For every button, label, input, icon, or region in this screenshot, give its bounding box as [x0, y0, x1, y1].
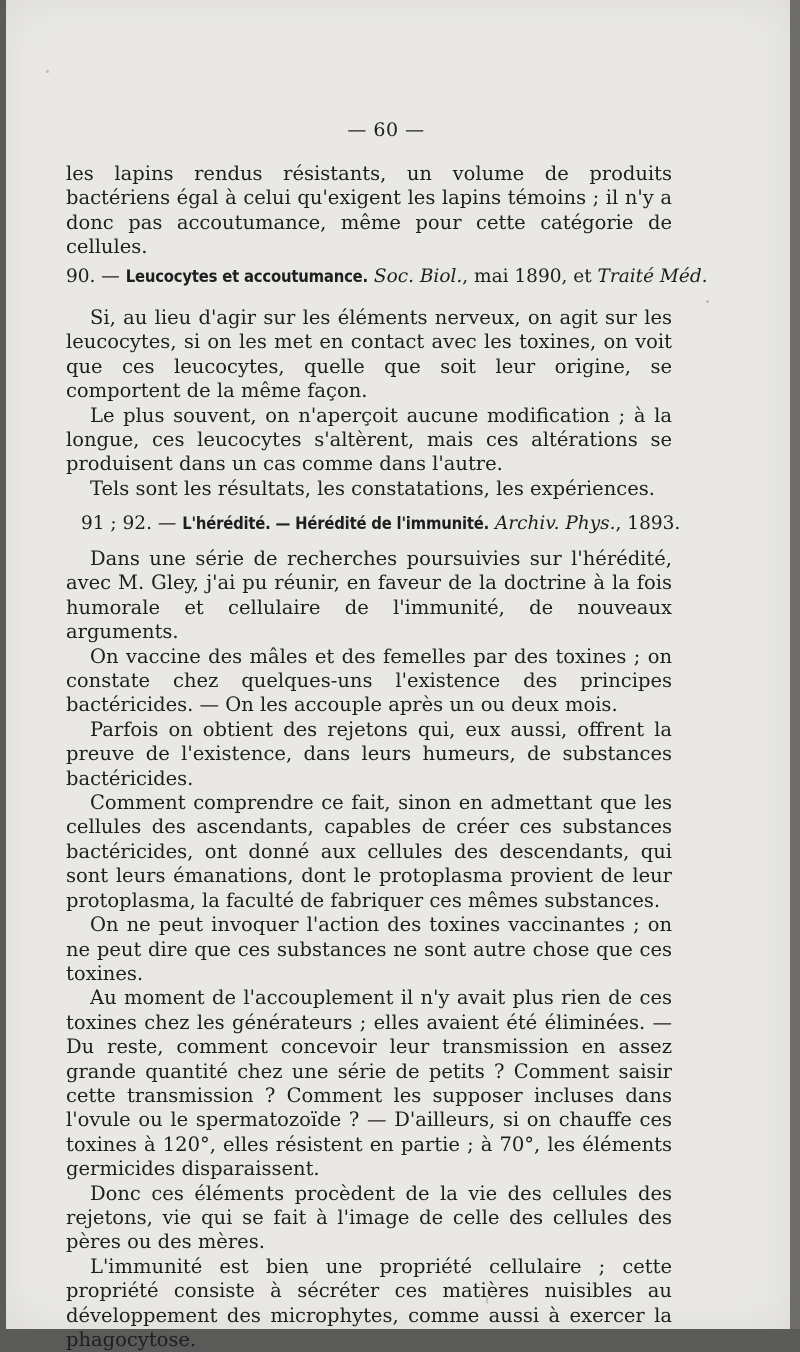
section-91-source: Archiv. Phys.	[494, 513, 616, 534]
section-91-number: 91 ; 92. —	[81, 513, 177, 534]
section-91-paragraph: Comment comprendre ce fait, sinon en admettant que les cellules des ascendants, capables de créer ces substances bactéricides, ont donné aux cellules des descendants, qui sont leurs émanations, dont le protoplasma provient de leur protoplasma, la faculté de fabriquer ces mêmes substances.	[66, 791, 672, 912]
section-90-source-date: , mai 1890, et	[462, 266, 592, 287]
section-90-paragraph: Tels sont les résultats, les constatations, les expériences.	[90, 476, 655, 500]
section-90-heading	[66, 265, 708, 289]
section-91-paragraph: Donc ces éléments procèdent de la vie des cellules des rejetons, vie qui se fait à l'image de celle des cellules des pères ou des mères.	[66, 1181, 672, 1254]
page-edge-shadow	[790, 0, 800, 1329]
page-number: — 60 —	[347, 119, 425, 141]
intro-paragraph: les lapins rendus résistants, un volume de produits bactériens égal à celui qu'exigent les lapins témoins ; il n'y a donc pas accoutumance, même pour cette catégorie de cellules.	[66, 162, 672, 259]
section-90-paragraph: Le plus souvent, on n'aperçoit aucune modification ; à la longue, ces leucocytes s'altèrent, mais ces altérations se produisent dans un cas comme dans l'autre.	[66, 403, 672, 476]
paper-speck	[46, 70, 49, 73]
section-90-body	[66, 306, 672, 501]
section-91-source-date: , 1893.	[615, 513, 681, 534]
section-91-paragraph: L'immunité est bien une propriété cellulaire ; cette propriété consiste à sécréter ces matières nuisibles au développement des microphytes, comme aussi à exercer la phagocytose.	[66, 1254, 672, 1351]
section-91-title: L'hérédité. — Hérédité de l'immunité.	[182, 514, 490, 533]
section-91-paragraph: On vaccine des mâles et des femelles par des toxines ; on constate chez quelques-uns l'existence des principes bactéricides. — On les accouple après un ou deux mois.	[66, 644, 672, 717]
section-90-title: Leucocytes et accoutumance.	[125, 267, 368, 286]
section-90-source-2: Traité Méd.	[597, 266, 708, 287]
section-91-paragraph: Parfois on obtient des rejetons qui, eux aussi, offrent la preuve de l'existence, dans leurs humeurs, de substances bactéricides.	[66, 717, 672, 790]
section-91-body	[66, 547, 672, 1352]
section-91-paragraph: Dans une série de recherches poursuivies sur l'hérédité, avec M. Gley, j'ai pu réunir, en faveur de la doctrine à la fois humorale et cellulaire de l'immunité, de nouveaux arguments.	[66, 547, 672, 644]
section-91-paragraph: Au moment de l'accouplement il n'y avait plus rien de ces toxines chez les générateurs ; elles avaient été éliminées. — Du reste, comment concevoir leur transmission en assez grande quantité chez une série de petits ? Comment saisir cette transmission ? Comment les supposer incluses dans l'ovule ou le spermatozoïde ? — D'ailleurs, si on chauffe ces toxines à 120°, elles résistent en partie ; à 70°, les éléments germicides disparaissent.	[66, 986, 672, 1181]
paper-speck	[706, 300, 709, 303]
book-page	[6, 0, 790, 1351]
section-90-number: 90. —	[66, 266, 120, 287]
section-91-heading	[81, 512, 680, 536]
section-91-paragraph: On ne peut invoquer l'action des toxines vaccinantes ; on ne peut dire que ces substances ne sont autre chose que ces toxines.	[66, 913, 672, 985]
section-90-source: Soc. Biol.	[373, 266, 463, 287]
section-90-paragraph: Si, au lieu d'agir sur les éléments nerveux, on agit sur les leucocytes, si on les met en contact avec les toxines, on voit que ces leucocytes, quelle que soit leur origine, se comportent de la même façon.	[66, 306, 672, 403]
